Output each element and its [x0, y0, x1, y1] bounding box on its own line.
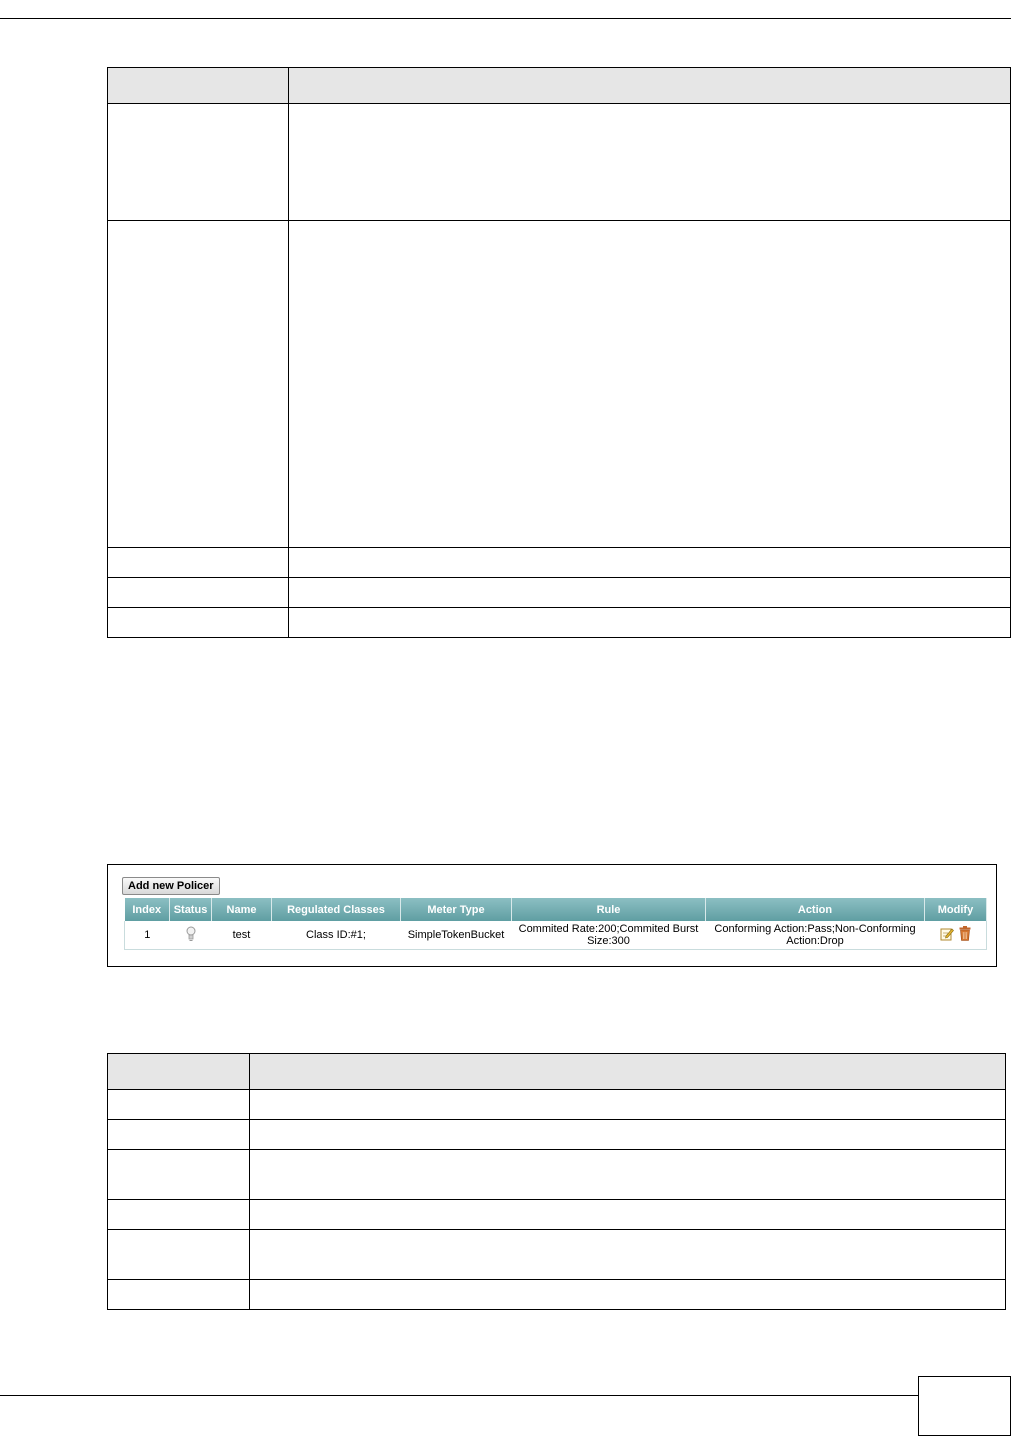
- field-description-table-top: [107, 67, 1011, 638]
- policer-header-row: [125, 898, 987, 921]
- table-row: [108, 1230, 1006, 1280]
- column-modify: Modify: [925, 898, 987, 921]
- table-cell-label: [108, 1150, 250, 1200]
- page-number-box: [918, 1376, 1011, 1436]
- table-cell-label: [108, 1230, 250, 1280]
- cell-name: test: [212, 921, 272, 950]
- table-cell-label: [108, 578, 289, 608]
- column-regulated-classes: Regulated Classes: [272, 898, 401, 921]
- cell-meter-type: SimpleTokenBucket: [401, 921, 512, 950]
- header-rule: [0, 18, 1011, 19]
- table-header-description: [250, 1054, 1006, 1090]
- table-cell-description: [289, 221, 1011, 548]
- table-cell-label: [108, 608, 289, 638]
- column-index: Index: [125, 898, 170, 921]
- cell-status: [170, 921, 212, 950]
- table-cell-description: [289, 104, 1011, 221]
- table-row: [108, 221, 1011, 548]
- table-cell-description: [250, 1200, 1006, 1230]
- column-rule: Rule: [512, 898, 706, 921]
- field-description-table-bottom: [107, 1053, 1006, 1310]
- table-cell-description: [250, 1090, 1006, 1120]
- table-cell-description: [250, 1150, 1006, 1200]
- table-cell-description: [289, 608, 1011, 638]
- policer-table: [124, 898, 987, 950]
- table-row: [108, 1200, 1006, 1230]
- cell-modify: [925, 921, 987, 950]
- table-row: [108, 1120, 1006, 1150]
- table-row: [125, 921, 987, 950]
- table-cell-label: [108, 221, 289, 548]
- cell-rule: Commited Rate:200;Commited Burst Size:300: [512, 921, 706, 950]
- table-cell-label: [108, 1120, 250, 1150]
- table-cell-label: [108, 1200, 250, 1230]
- delete-icon[interactable]: [959, 926, 971, 944]
- footer-rule: [0, 1395, 918, 1396]
- bulb-icon: [186, 926, 196, 945]
- table-row: [108, 608, 1011, 638]
- table-header-row: [108, 1054, 1006, 1090]
- policer-screenshot: [107, 864, 997, 967]
- table-cell-label: [108, 1280, 250, 1310]
- edit-icon[interactable]: [940, 927, 954, 944]
- column-name: Name: [212, 898, 272, 921]
- add-new-policer-button[interactable]: Add new Policer: [122, 877, 220, 895]
- table-header-label: [108, 1054, 250, 1090]
- table-row: [108, 1280, 1006, 1310]
- cell-regulated-classes: Class ID:#1;: [272, 921, 401, 950]
- cell-index: 1: [125, 921, 170, 950]
- table-cell-label: [108, 104, 289, 221]
- table-row: [108, 104, 1011, 221]
- cell-action: Conforming Action:Pass;Non-Conforming Action:Drop: [706, 921, 925, 950]
- table-row: [108, 1150, 1006, 1200]
- table-row: [108, 578, 1011, 608]
- table-cell-description: [250, 1120, 1006, 1150]
- table-header-row: [108, 68, 1011, 104]
- column-status: Status: [170, 898, 212, 921]
- table-header-description: [289, 68, 1011, 104]
- table-header-label: [108, 68, 289, 104]
- table-cell-description: [250, 1230, 1006, 1280]
- column-meter-type: Meter Type: [401, 898, 512, 921]
- table-cell-description: [250, 1280, 1006, 1310]
- table-row: [108, 1090, 1006, 1120]
- table-row: [108, 548, 1011, 578]
- table-cell-description: [289, 548, 1011, 578]
- column-action: Action: [706, 898, 925, 921]
- table-cell-label: [108, 548, 289, 578]
- table-cell-label: [108, 1090, 250, 1120]
- table-cell-description: [289, 578, 1011, 608]
